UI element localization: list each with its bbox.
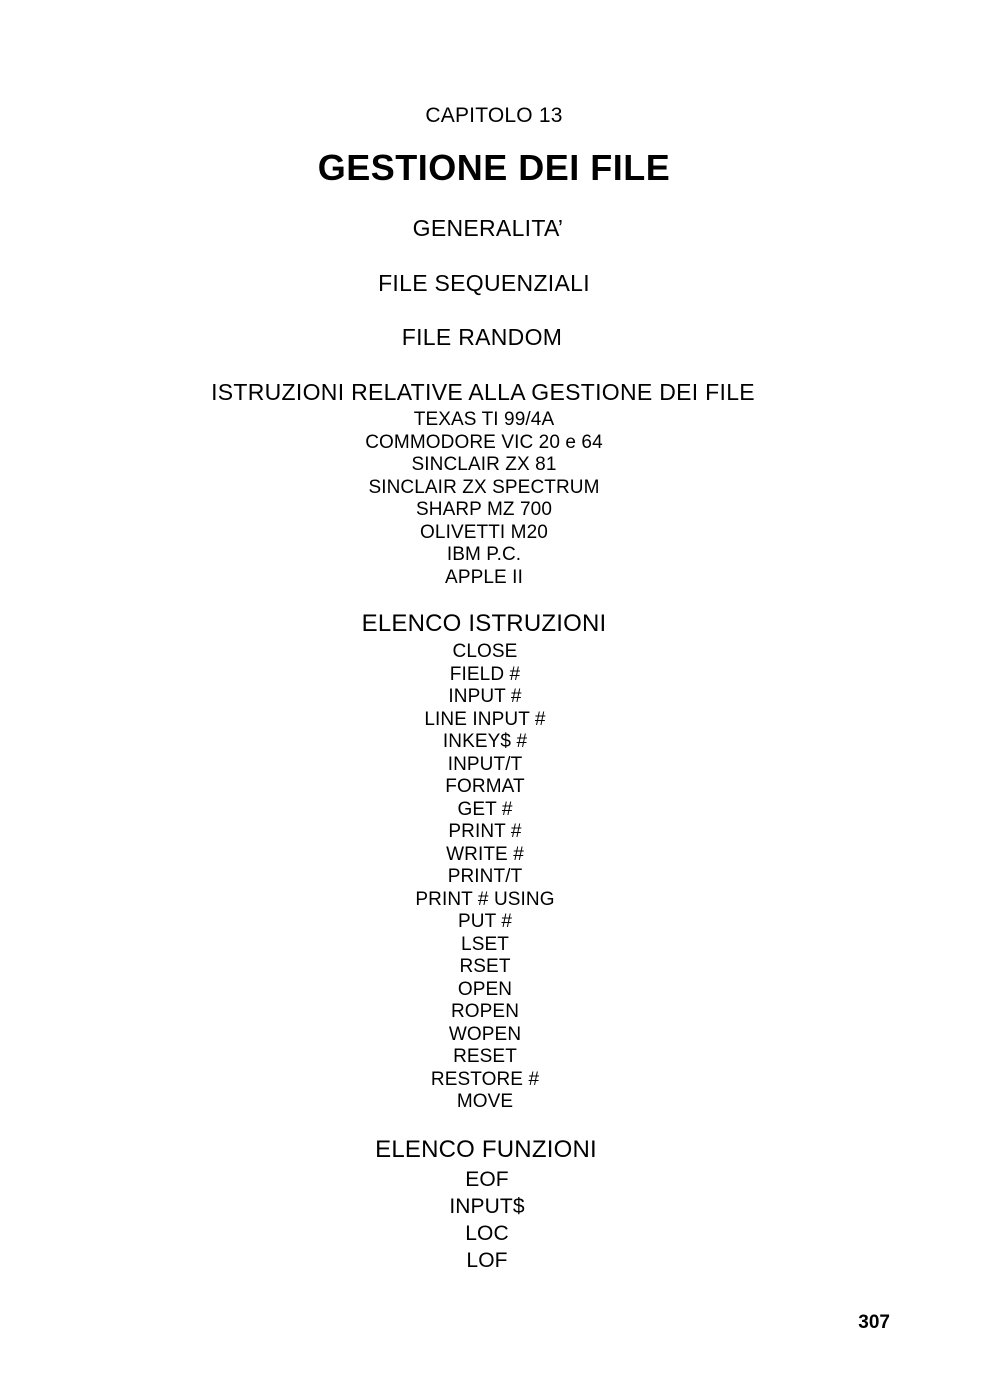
list-item: INKEY$ #: [442, 731, 528, 752]
funzioni-list: [0, 1166, 981, 1274]
list-item: FIELD #: [449, 663, 521, 685]
list-item: INPUT #: [448, 686, 522, 707]
computer-list: [0, 409, 978, 589]
list-item: EOF: [465, 1168, 509, 1191]
list-item: CLOSE: [452, 641, 518, 662]
elenco-istruzioni-heading: ELENCO ISTRUZIONI: [361, 610, 607, 637]
istruzioni-list: [0, 641, 979, 1114]
list-item: TEXAS TI 99/4A: [413, 409, 555, 430]
section-file-sequenziali: FILE SEQUENZIALI: [378, 270, 590, 296]
list-item: FORMAT: [445, 776, 525, 797]
list-item: COMMODORE VIC 20 e 64: [365, 431, 603, 453]
list-item: RESET: [453, 1046, 517, 1067]
list-item: PRINT # USING: [415, 888, 555, 910]
list-item: IBM P.C.: [446, 544, 522, 565]
chapter-title: GESTIONE DEI FILE: [317, 147, 671, 188]
list-item: MOVE: [456, 1091, 514, 1112]
list-item: PUT #: [457, 911, 512, 932]
list-item: ROPEN: [450, 1001, 520, 1022]
list-item: RSET: [459, 956, 511, 977]
list-item: OPEN: [457, 978, 513, 1000]
list-item: OLIVETTI M20: [420, 521, 548, 543]
list-item: LINE INPUT #: [424, 708, 546, 730]
elenco-funzioni-heading: ELENCO FUNZIONI: [375, 1136, 597, 1163]
list-item: APPLE II: [445, 566, 523, 588]
list-item: PRINT #: [448, 821, 522, 842]
section-istruzioni-relative: ISTRUZIONI RELATIVE ALLA GESTIONE DEI FILE: [211, 379, 755, 405]
section-generalita: GENERALITA’: [412, 215, 564, 241]
list-item: WOPEN: [448, 1023, 522, 1045]
list-item: LOF: [466, 1249, 508, 1272]
list-item: SINCLAIR ZX 81: [411, 454, 557, 475]
list-item: SHARP MZ 700: [415, 499, 552, 520]
section-file-random: FILE RANDOM: [401, 324, 563, 350]
list-item: GET #: [457, 798, 513, 820]
list-item: WRITE #: [446, 843, 524, 865]
list-item: INPUT/T: [447, 753, 523, 775]
list-item: RESTORE #: [430, 1068, 540, 1090]
page-number: 307: [858, 1312, 890, 1333]
chapter-label: CAPITOLO 13: [425, 104, 563, 127]
list-item: SINCLAIR ZX SPECTRUM: [368, 476, 600, 498]
list-item: PRINT/T: [447, 866, 523, 887]
list-item: LOC: [465, 1222, 509, 1245]
list-item: LSET: [461, 933, 509, 955]
list-item: INPUT$: [449, 1195, 525, 1218]
